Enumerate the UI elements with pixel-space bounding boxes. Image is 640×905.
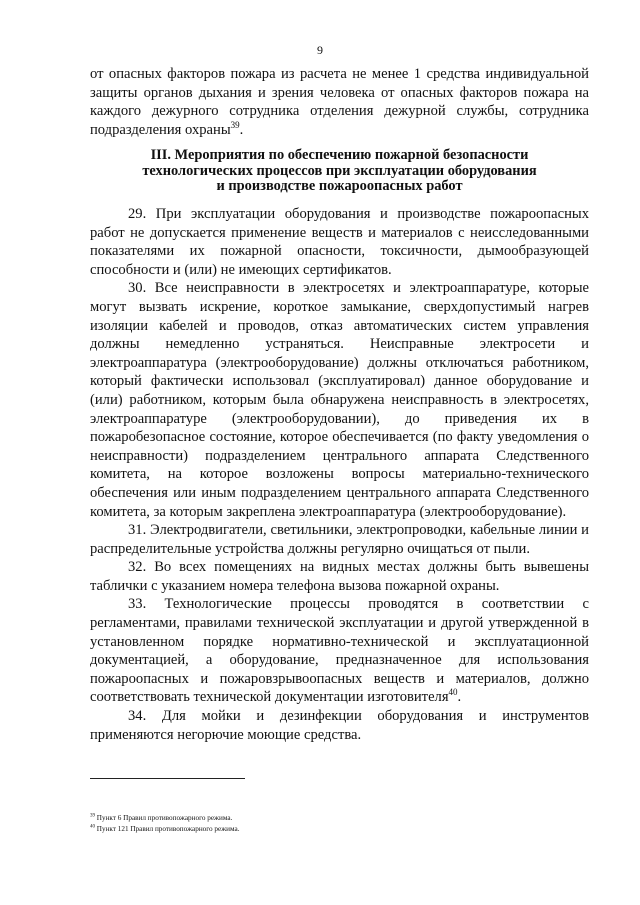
- footnote-text: Пункт 6 Правил противопожарного режима.: [96, 814, 233, 822]
- paragraph-30: [90, 279, 589, 521]
- paragraph-text: 29. При эксплуатации оборудования и производстве пожароопасных работ не допускается применение веществ и материалов с неисследованными показателями их пожарной опасности, токсичности, дымообразующей способности и (или) не имеющих сертификатов.: [90, 206, 589, 278]
- footnote-number: 39: [90, 813, 95, 819]
- paragraph-text: 34. Для мойки и дезинфекции оборудования и инструментов применяются негорючие моющие средства.: [90, 708, 589, 743]
- footnote-item: [90, 813, 570, 824]
- paragraph-text: 33. Технологические процессы проводятся в соответствии с регламентами, правилами технической эксплуатации и другой утвержденной в установленном порядке нормативно-технической и эксплуатационной документацией, а оборудование, предназначенное для использования пожароопасных и пожаровзрывоопасных веществ и материалов, должно соответствовать технической документации изготовителя: [90, 596, 589, 706]
- section-body: [90, 205, 589, 744]
- continuation-text: [90, 65, 589, 139]
- paragraph-34: [90, 707, 589, 744]
- paragraph-29: [90, 205, 589, 279]
- footnote-number: 40: [90, 824, 95, 830]
- continuation-paragraph: [90, 65, 589, 139]
- heading-line: III. Мероприятия по обеспечению пожарной безопасности: [150, 147, 529, 163]
- paragraph-32: [90, 558, 589, 595]
- paragraph-text: от опасных факторов пожара из расчета не менее 1 средства индивидуальной защиты органов дыхания и зрения человека от опасных факторов пожара на каждого дежурного сотрудника отделения дежурной службы, сотрудника подразделения охраны: [90, 66, 589, 138]
- footnote-text: Пункт 121 Правил противопожарного режима.: [96, 825, 240, 833]
- page-number: 9: [317, 43, 323, 57]
- paragraph-31: [90, 521, 589, 558]
- footnote-ref: 40: [448, 687, 458, 698]
- footnote-item: [90, 824, 570, 835]
- heading-line: технологических процессов при эксплуатации оборудования: [142, 162, 537, 179]
- paragraph-text: 32. Во всех помещениях на видных местах должны быть вывешены таблички с указанием номера телефона вызова пожарной охраны.: [90, 559, 589, 594]
- footnote-divider: [90, 778, 245, 779]
- footnotes: [90, 813, 570, 835]
- paragraph-33: [90, 595, 589, 707]
- paragraph-tail: .: [239, 121, 244, 138]
- paragraph-text: 30. Все неисправности в электросетях и электроаппаратуре, которые могут вызвать искрение, короткое замыкание, сверхдопустимый нагрев изоляции кабелей и проводов, отказ автоматических систем управления должны немедленно устраняться. Неисправные электросети и электроаппаратура (электрооборудование) должны отключаться работником, который фактически использовал (эксплуатировал) данное оборудование и (или) работником, которым была обнаружена неисправность в электросетях, электроаппаратуре (электрооборудовании), до приведения их в пожаробезопасное состояние, которое обеспечивается (по факту уведомления о неисправности) подразделением центрального аппарата Следственного комитета, на которое возложены вопросы материально-технического обеспечения или иным подразделением центрального аппарата Следственного комитета, за которым закреплена электроаппаратура (электрооборудование).: [90, 280, 589, 520]
- paragraph-text: 31. Электродвигатели, светильники, электропроводки, кабельные линии и распределительные устройства должны регулярно очищаться от пыли.: [90, 522, 589, 557]
- heading-line: и производстве пожароопасных работ: [216, 178, 463, 195]
- footnote-ref: 39: [230, 119, 240, 130]
- paragraph-tail: .: [457, 689, 462, 706]
- section-heading: [90, 148, 589, 195]
